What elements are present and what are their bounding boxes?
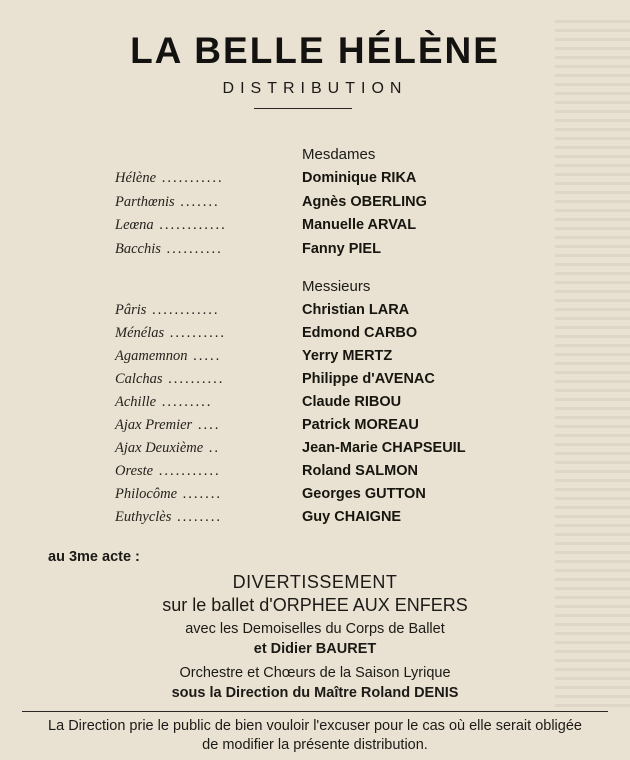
cast-row xyxy=(0,170,630,192)
role-name: Ménélas .......... xyxy=(115,325,227,341)
cast-row xyxy=(0,348,630,370)
page-subtitle: DISTRIBUTION xyxy=(222,80,408,97)
actor-name: Roland SALMON xyxy=(302,463,418,479)
cast-row xyxy=(0,417,630,439)
title-divider xyxy=(254,108,352,109)
messieurs-heading: Messieurs xyxy=(302,278,371,295)
actor-name: Fanny PIEL xyxy=(302,241,381,257)
cast-row xyxy=(0,486,630,508)
actor-name: Jean-Marie CHAPSEUIL xyxy=(302,440,466,456)
cast-row xyxy=(0,194,630,216)
actor-name: Patrick MOREAU xyxy=(302,417,419,433)
actor-name: Edmond CARBO xyxy=(302,325,418,341)
role-name: Bacchis .......... xyxy=(115,241,224,257)
management-notice: La Direction prie le public de bien vouloir l'excuser pour le cas où elle serait obligée de modifier la présente distribution. xyxy=(48,718,582,753)
actor-name: Manuelle ARVAL xyxy=(302,217,417,233)
role-name: Parthœnis ....... xyxy=(115,194,220,210)
role-name: Calchas .......... xyxy=(115,371,225,387)
role-name: Agamemnon ..... xyxy=(115,348,222,364)
conductor-line: sous la Direction du Maître Roland DENIS xyxy=(171,685,459,701)
actor-name: Georges GUTTON xyxy=(302,486,426,502)
actor-name: Dominique RIKA xyxy=(302,170,417,186)
page-title: LA BELLE HÉLÈNE xyxy=(130,30,500,71)
orchestra-line: Orchestre et Chœurs de la Saison Lyrique xyxy=(179,665,451,681)
cast-row xyxy=(0,394,630,416)
actor-name: Guy CHAIGNE xyxy=(302,509,402,525)
role-name: Achille ......... xyxy=(115,394,213,410)
actor-name: Yerry MERTZ xyxy=(302,348,393,364)
cast-row xyxy=(0,371,630,393)
role-name: Pâris ............ xyxy=(115,302,220,318)
ballet-line: sur le ballet d'ORPHEE AUX ENFERS xyxy=(162,595,468,615)
role-name: Hélène ........... xyxy=(115,170,224,186)
choreographer-line: et Didier BAURET xyxy=(253,641,377,657)
mesdames-heading: Mesdames xyxy=(302,146,376,163)
act-label: au 3me acte : xyxy=(48,549,140,565)
role-name: Ajax Premier .... xyxy=(115,417,221,433)
role-name: Ajax Deuxième .. xyxy=(115,440,221,456)
role-name: Leœna ............ xyxy=(115,217,228,233)
cast-row xyxy=(0,463,630,485)
actor-name: Agnès OBERLING xyxy=(302,194,427,210)
cast-row xyxy=(0,217,630,239)
corps-de-ballet-line: avec les Demoiselles du Corps de Ballet xyxy=(185,621,445,637)
cast-row xyxy=(0,241,630,263)
actor-name: Claude RIBOU xyxy=(302,394,402,410)
cast-row xyxy=(0,440,630,462)
cast-row xyxy=(0,509,630,531)
divertissement-heading: DIVERTISSEMENT xyxy=(232,572,398,592)
notice-divider xyxy=(22,711,608,712)
role-name: Oreste ........... xyxy=(115,463,221,479)
actor-name: Philippe d'AVENAC xyxy=(302,371,435,387)
role-name: Philocôme ....... xyxy=(115,486,223,502)
cast-row xyxy=(0,325,630,347)
actor-name: Christian LARA xyxy=(302,302,410,318)
cast-row xyxy=(0,302,630,324)
role-name: Euthyclès ........ xyxy=(115,509,223,525)
